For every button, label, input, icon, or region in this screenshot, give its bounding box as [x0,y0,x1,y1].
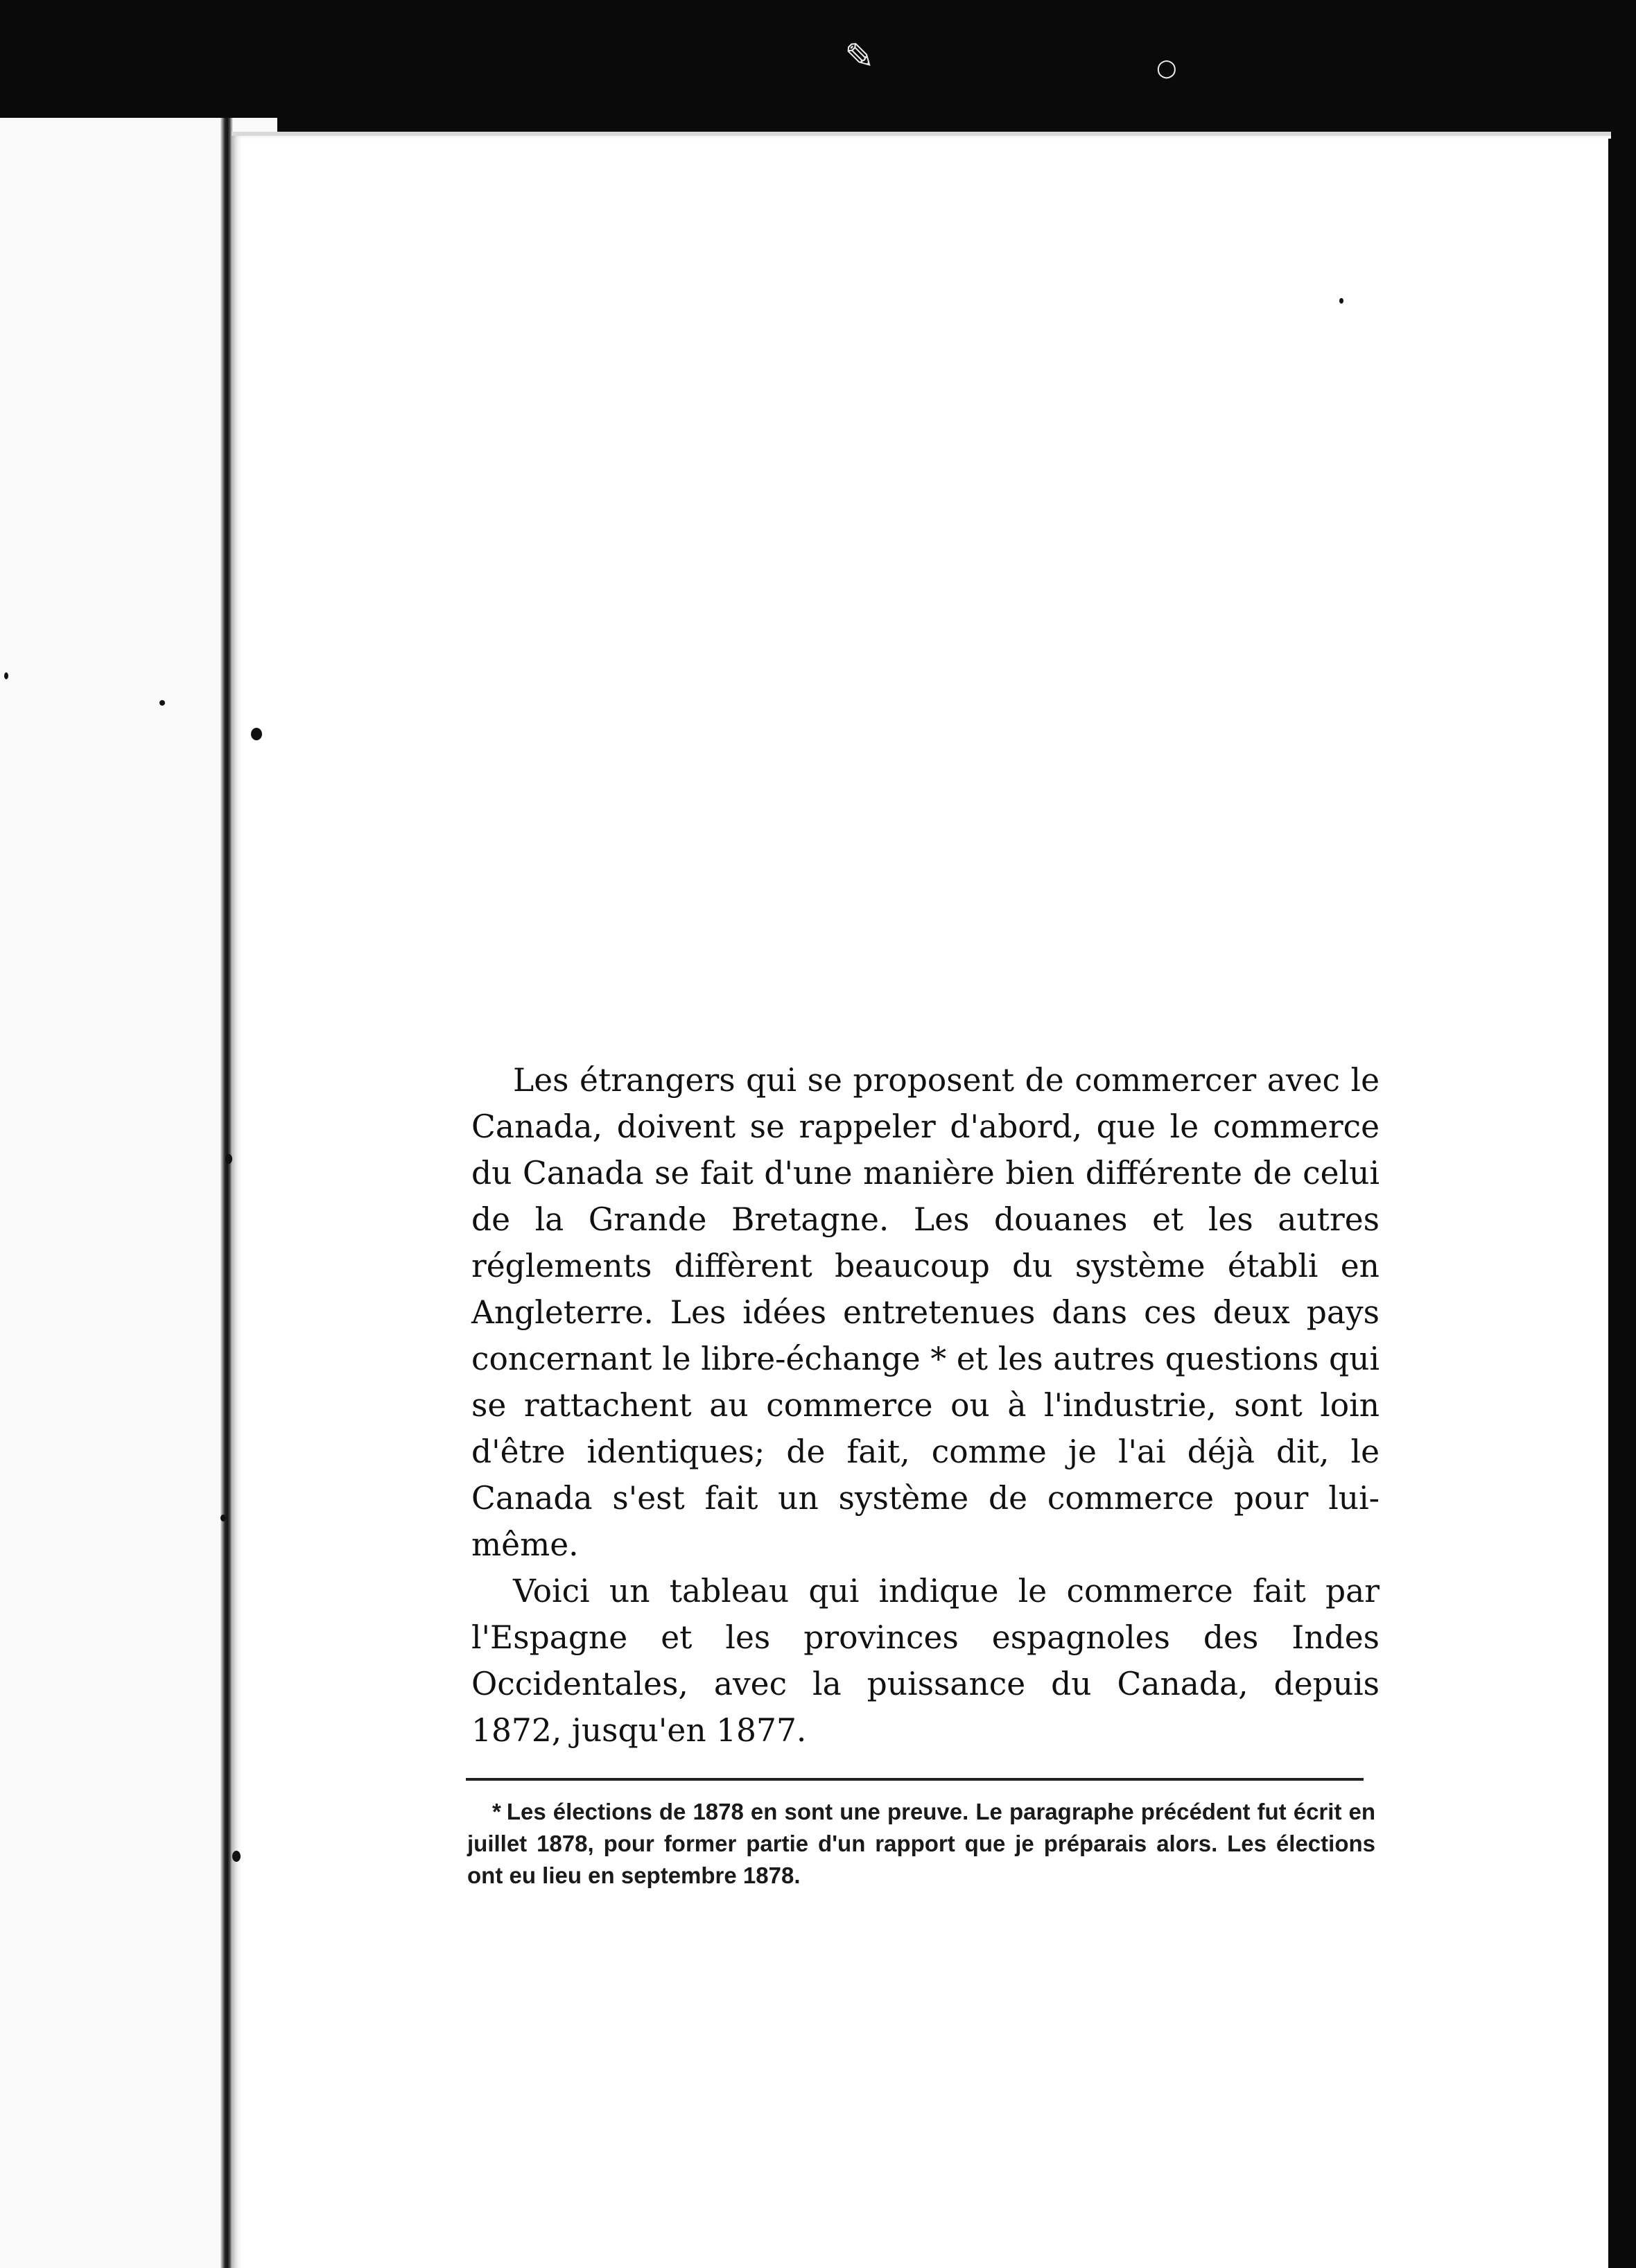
footnote [467,1796,1375,1892]
scan-artifact-mark: ○ [1156,54,1177,82]
scan-speck [159,700,165,706]
scan-border [1608,139,1636,2268]
scan-speck [4,672,8,679]
scan-speck [232,1851,241,1862]
footnote-marker: * [492,1799,501,1824]
scan-speck [220,1515,226,1521]
main-text-block [471,1057,1380,1754]
scan-speck [1339,298,1343,304]
paragraph: Voici un tableau qui indique le commerce fait par l'Espagne et les provinces espagnoles des Indes Occidentales, avec la puissance du Canada, depuis 1872, jusqu'en 1877. [471,1573,1380,1749]
scan-speck [251,728,262,740]
footnote-text: Les élections de 1878 en sont une preuve. Le paragraphe précédent fut écrit en juillet 1878, pour former partie d'un rapport que je préparais alors. Les élections ont eu lieu en septembre 1878. [467,1799,1375,1888]
footnote-divider [466,1778,1364,1781]
paragraph: Les étrangers qui se proposent de commercer avec le Canada, doivent se rappeler d'abord, que le commerce du Canada se fait d'une manière bien différente de celui de la Grande Bretagne. Les douanes et les autres réglements diffèrent beaucoup du système établi en Angleterre. Les idées entretenues dans ces deux pays concernant le libre-échange * et les autres questions qui se rattachent au commerce ou à l'industrie, sont loin d'être identiques; de fait, comme je l'ai déjà dit, le Canada s'est fait un système de commerce pour lui-même. [471,1062,1380,1563]
scan-artifact-mark: ✎ [844,36,875,78]
scan-speck [225,1154,232,1164]
